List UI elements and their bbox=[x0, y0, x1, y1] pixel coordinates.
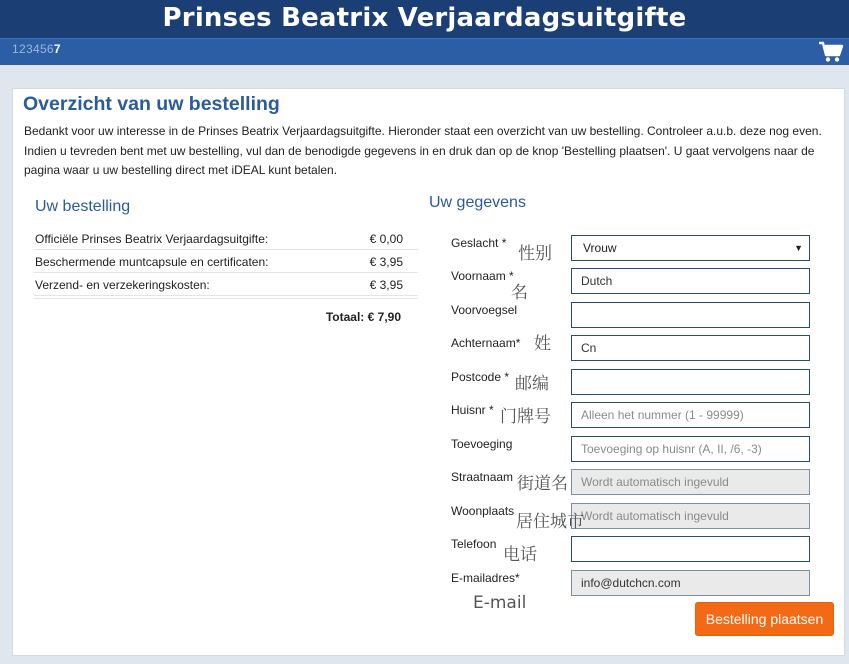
step-2[interactable]: 2 bbox=[18, 42, 26, 56]
intro-text: Bedankt voor uw interesse in de Prinses Beatrix Verjaardagsuitgifte. Hieronder staat een overzicht van uw bestelling. Controleer a.u.b. deze nog even. Indien u tevreden bent met uw bestelling, vul dan de benodigde gegevens in en druk dan op de knop 'Bestelling plaatsen'. U gaat vervolgens naar de pagina waar u uw bestelling direct met iDEAL kunt betalen. bbox=[24, 124, 822, 177]
firstname-input[interactable] bbox=[571, 268, 810, 294]
postcode-row bbox=[451, 369, 811, 395]
step-7-active: 7 bbox=[53, 42, 61, 56]
order-row-label: Verzend- en verzekeringskosten: bbox=[35, 278, 210, 292]
step-indicator bbox=[12, 42, 61, 56]
order-row-amount: € 3,95 bbox=[369, 278, 403, 292]
place-order-button[interactable]: Bestelling plaatsen bbox=[695, 602, 834, 636]
lastname-annotation: 姓 bbox=[534, 334, 551, 354]
order-row-amount: € 0,00 bbox=[369, 232, 403, 246]
gender-row bbox=[451, 235, 811, 264]
order-card bbox=[12, 88, 845, 656]
postcode-label: Postcode * bbox=[451, 370, 510, 384]
chevron-down-icon: ▼ bbox=[794, 243, 803, 253]
firstname-annotation: 名 bbox=[511, 283, 528, 303]
addition-label: Toevoeging bbox=[451, 437, 513, 451]
step-bar bbox=[0, 38, 849, 65]
step-4[interactable]: 4 bbox=[32, 42, 40, 56]
gender-annotation: 性别 bbox=[518, 244, 552, 264]
order-row bbox=[34, 273, 418, 296]
prefix-label: Voorvoegsel bbox=[451, 303, 518, 317]
city-label: Woonplaats bbox=[451, 504, 515, 518]
street-row bbox=[451, 469, 811, 495]
postcode-annotation: 邮编 bbox=[515, 374, 549, 394]
housenr-label: Huisnr * bbox=[451, 403, 494, 417]
firstname-label: Voornaam * bbox=[451, 269, 514, 283]
order-total: Totaal: € 7,90 bbox=[325, 310, 401, 324]
lastname-input[interactable] bbox=[571, 335, 810, 361]
divider bbox=[34, 296, 418, 299]
email-input[interactable] bbox=[571, 570, 810, 596]
phone-row bbox=[451, 536, 811, 565]
order-row bbox=[34, 250, 418, 273]
street-label: Straatnaam bbox=[451, 470, 514, 484]
city-annotation: 居住城市 bbox=[516, 512, 584, 532]
order-row-label: Officiële Prinses Beatrix Verjaardagsuitgifte: bbox=[35, 232, 269, 246]
step-1[interactable]: 1 bbox=[12, 42, 19, 56]
cart-icon[interactable] bbox=[818, 41, 844, 63]
addition-input[interactable] bbox=[571, 436, 810, 462]
gender-select[interactable] bbox=[571, 235, 810, 261]
step-3[interactable]: 3 bbox=[25, 42, 33, 56]
phone-input[interactable] bbox=[571, 536, 810, 562]
phone-label: Telefoon bbox=[451, 537, 497, 551]
email-label: E-mailadres* bbox=[451, 571, 520, 585]
step-5[interactable]: 5 bbox=[39, 42, 47, 56]
housenr-input[interactable] bbox=[571, 402, 810, 428]
order-row bbox=[34, 227, 418, 250]
lastname-row bbox=[451, 335, 811, 361]
page-title: Overzicht van uw bestelling bbox=[23, 93, 280, 115]
prefix-row bbox=[451, 302, 811, 328]
email-annotation: E-mail bbox=[473, 593, 527, 613]
lastname-label: Achternaam* bbox=[451, 336, 521, 350]
order-row-label: Beschermende muntcapsule en certificaten: bbox=[35, 255, 269, 269]
details-heading: Uw gegevens bbox=[429, 194, 526, 211]
addition-row bbox=[451, 436, 811, 462]
order-row-amount: € 3,95 bbox=[369, 255, 403, 269]
step-6[interactable]: 6 bbox=[46, 42, 54, 56]
gender-select-value: Vrouw bbox=[583, 241, 617, 255]
city-input bbox=[571, 503, 810, 529]
prefix-input[interactable] bbox=[571, 302, 810, 328]
gender-label: Geslacht * bbox=[451, 236, 507, 250]
street-annotation: 街道名 bbox=[517, 474, 568, 494]
housenr-annotation: 门牌号 bbox=[500, 407, 551, 427]
street-input bbox=[571, 469, 810, 495]
housenr-row bbox=[451, 402, 811, 428]
postcode-input[interactable] bbox=[571, 369, 810, 395]
phone-annotation: 电话 bbox=[503, 545, 537, 565]
order-heading: Uw bestelling bbox=[35, 198, 131, 215]
header bbox=[0, 0, 849, 38]
order-summary-table bbox=[34, 227, 418, 299]
site-title: Prinses Beatrix Verjaardagsuitgifte bbox=[162, 3, 687, 33]
city-row bbox=[451, 503, 811, 532]
firstname-row bbox=[451, 268, 811, 303]
